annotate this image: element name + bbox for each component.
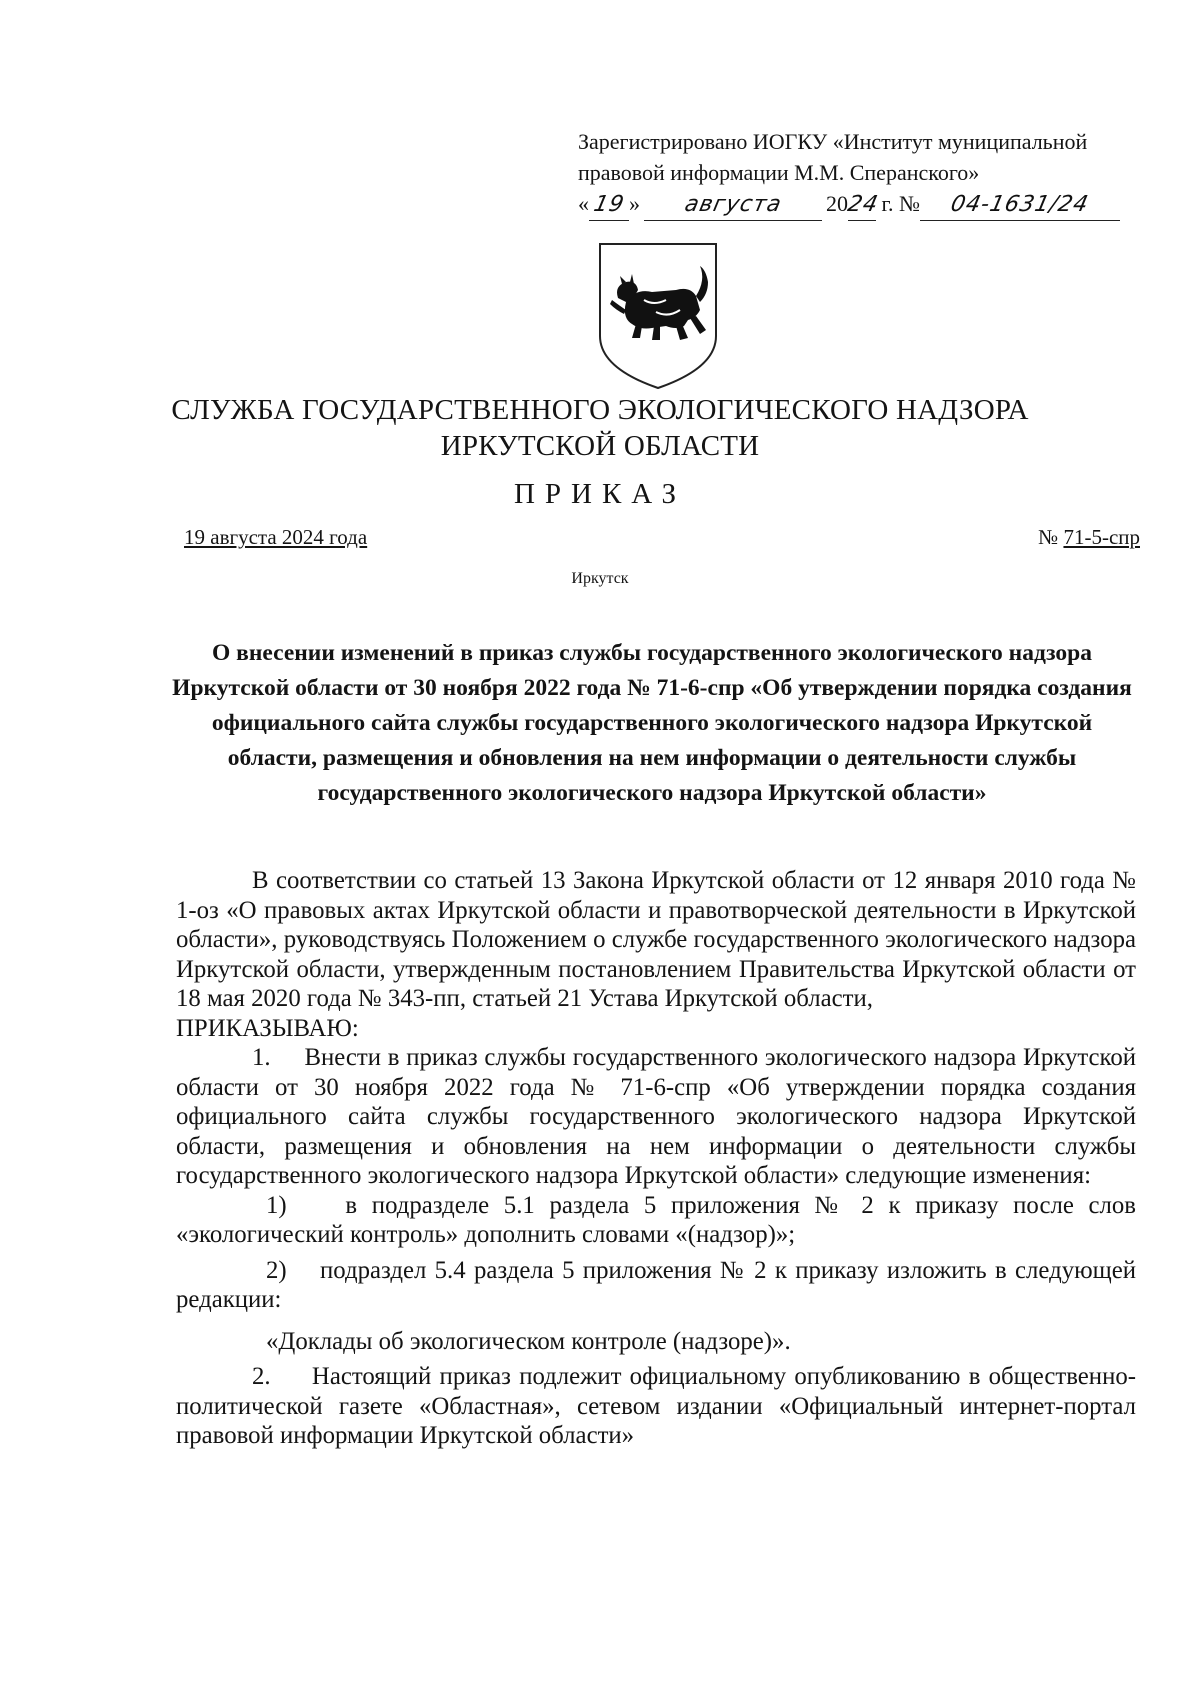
subitem-2-text: подраздел 5.4 раздела 5 приложения № 2 к приказу изложить в следующей редакции:: [176, 1256, 1136, 1313]
subitem-1-text: в подразделе 5.1 раздела 5 приложения № 2 к приказу после слов «экологический контроль» дополнить словами «(надзор)»;: [176, 1191, 1137, 1248]
item-1: [176, 1043, 1136, 1191]
stamp-line-1: Зарегистрировано ИОГКУ «Институт муниципальной: [578, 129, 1088, 154]
item-1-text: Внести в приказ службы государственного экологического надзора Иркутской области от 30 ноября 2022 года № 71-6-спр «Об утверждении порядка создания официального сайта службы государственного экологического надзора Иркутской области, размещения и обновления на нем информации о деятельности службы государственного экологического надзора Иркутской области» следующие изменения:: [176, 1044, 1137, 1189]
stamp-year-prefix: 20: [826, 191, 848, 216]
document-title: О внесении изменений в приказ службы государственного экологического надзора Иркутской области от 30 ноября 2022 года № 71-6-спр «Об утверждении порядка создания официального сайта службы государственного экологического надзора Иркутской области, размещения и обновления на нем информации о деятельности службы государственного экологического надзора Иркутской области»: [172, 640, 1132, 806]
stamp-line-2: правовой информации М.М. Сперанского»: [578, 160, 980, 185]
item-1-number: 1.: [252, 1044, 271, 1071]
order-heading: ПРИКАЗ: [513, 478, 687, 510]
order-number-label: №: [1038, 525, 1059, 549]
stamp-number: 04-1631/24: [948, 192, 1092, 217]
stamp-day: 19: [591, 192, 627, 217]
preamble-paragraph: В соответствии со статьей 13 Закона Иркутской области от 12 января 2010 года № 1-оз «О правовых актах Иркутской области и правотворческой деятельности в Иркутской области», руководствуясь Положением о службе государственного экологического надзора Иркутской области, утвержденным постановлением Правительства Иркутской области от 18 мая 2020 года № 343-пп, статьей 21 Устава Иркутской области,: [176, 867, 1136, 1012]
subitem-2-number: 2): [266, 1256, 287, 1284]
item-2: [176, 1362, 1136, 1451]
subitem-2-new-wording: «Доклады об экологическом контроле (надзоре)».: [266, 1327, 791, 1355]
agency-heading: [0, 392, 1200, 464]
order-number-value: 71-5-спр: [1063, 525, 1140, 549]
stamp-open-quote: «: [578, 191, 589, 216]
order-city: Иркутск: [571, 570, 629, 587]
order-date: 19 августа 2024 года: [184, 525, 368, 549]
agency-line-2: ИРКУТСКОЙ ОБЛАСТИ: [440, 430, 760, 462]
subitem-2: [176, 1256, 1136, 1315]
stamp-month: августа: [682, 192, 784, 217]
order-number: [1038, 525, 1140, 550]
document-body: [176, 866, 1136, 1451]
item-2-number: 2.: [252, 1363, 271, 1390]
stamp-year-suffix: 24: [845, 192, 881, 217]
stamp-line-3: [578, 188, 1138, 221]
stamp-number-label: г. №: [881, 191, 921, 216]
item-2-text: Настоящий приказ подлежит официальному опубликованию в общественно-политической газете «Областная», сетевом издании «Официальный интернет-портал правовой информации Иркутской области»: [176, 1363, 1136, 1449]
decree-word: ПРИКАЗЫВАЮ:: [176, 1014, 359, 1042]
subitem-1-number: 1): [266, 1191, 287, 1219]
agency-line-1: СЛУЖБА ГОСУДАРСТВЕННОГО ЭКОЛОГИЧЕСКОГО НАДЗОРА: [171, 394, 1029, 426]
stamp-close-quote: »: [629, 191, 640, 216]
subitem-1: [176, 1191, 1136, 1250]
coat-of-arms-icon: [596, 240, 720, 390]
registration-stamp: [578, 126, 1138, 221]
